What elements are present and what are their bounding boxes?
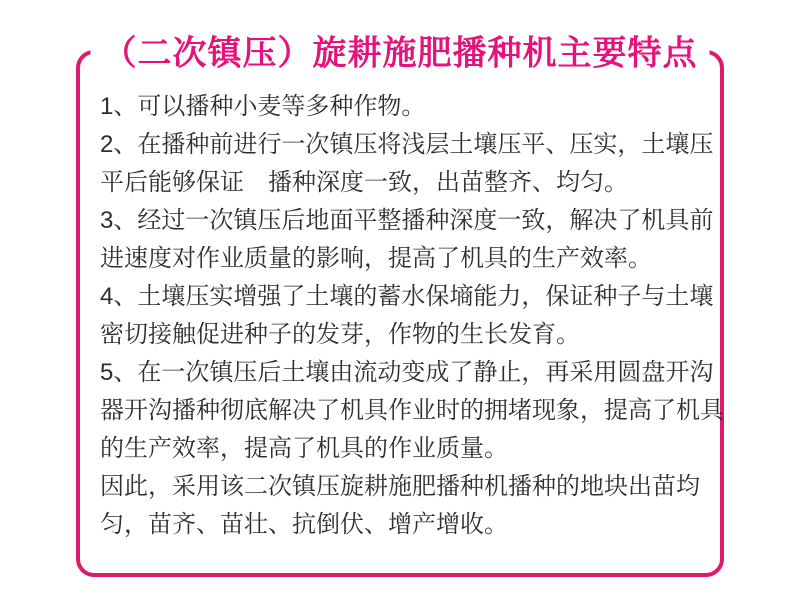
body-line: 因此，采用该二次镇压旋耕施肥播种机播种的地块出苗均 [100,473,700,500]
body-line: 匀，苗齐、苗壮、抗倒伏、增产增收。 [100,511,508,538]
body-line: 1、可以播种小麦等多种作物。 [100,93,426,120]
body-line: 5、在一次镇压后土壤由流动变成了静止，再采用圆盘开沟 [100,359,714,386]
body-line: 平后能够保证 播种深度一致，出苗整齐、均匀。 [100,169,628,196]
body-line: 4、土壤压实增强了土壤的蓄水保墒能力，保证种子与土壤 [100,283,714,310]
body-text [100,88,724,544]
body-line: 器开沟播种彻底解决了机具作业时的拥堵现象，提高了机具 [100,397,724,424]
body-line: 2、在播种前进行一次镇压将浅层土壤压平、压实，土壤压 [100,131,714,158]
body-line: 3、经过一次镇压后地面平整播种深度一致，解决了机具前 [100,207,714,234]
body-line: 的生产效率，提高了机具的作业质量。 [100,435,508,462]
body-line: 密切接触促进种子的发芽，作物的生长发育。 [100,321,580,348]
body-line: 进速度对作业质量的影响，提高了机具的生产效率。 [100,245,652,272]
page-title: （二次镇压）旋耕施肥播种机主要特点 [91,26,710,75]
